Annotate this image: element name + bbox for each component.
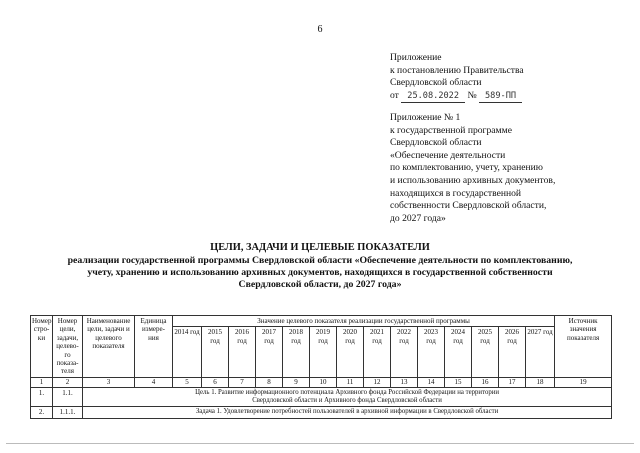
column-number: 18 bbox=[526, 378, 555, 388]
year-header: 2024 год bbox=[445, 327, 472, 378]
appendix-program-line: Свердловской области bbox=[390, 137, 482, 149]
from-label: от bbox=[390, 89, 399, 101]
appendix-program-line: по комплектованию, учету, хранению bbox=[390, 162, 543, 174]
year-header: 2014 год bbox=[173, 327, 202, 378]
goal-text-line: Свердловской области и Архивного фонда Свердловской области bbox=[252, 397, 442, 405]
year-header: 2021 год bbox=[364, 327, 391, 378]
title-subline: реализации государственной программы Свердловской области «Обеспечение деятельности по комплектованию, bbox=[67, 255, 573, 266]
column-number: 5 bbox=[173, 378, 202, 388]
year-header: 2018 год bbox=[283, 327, 310, 378]
goal-text bbox=[83, 388, 612, 407]
goals-table bbox=[30, 315, 612, 419]
year-header: 2022 год bbox=[391, 327, 418, 378]
column-number: 14 bbox=[418, 378, 445, 388]
year-header: 2020 год bbox=[337, 327, 364, 378]
appendix-resolution-line: Приложение bbox=[390, 52, 442, 63]
column-number: 19 bbox=[555, 378, 612, 388]
appendix-program-line: «Обеспечение деятельности bbox=[390, 149, 506, 161]
year-header: 2025 год bbox=[472, 327, 499, 378]
year-header: 2015 год bbox=[202, 327, 229, 378]
title-heading: ЦЕЛИ, ЗАДАЧИ И ЦЕЛЕВЫЕ ПОКАЗАТЕЛИ bbox=[210, 242, 430, 253]
table-row bbox=[31, 407, 612, 418]
column-number: 12 bbox=[364, 378, 391, 388]
year-header: 2023 год bbox=[418, 327, 445, 378]
column-number: 7 bbox=[229, 378, 256, 388]
number-label: № bbox=[467, 89, 477, 101]
header-name: Наименование цели, задачи и целевого показателя bbox=[83, 316, 135, 378]
year-header: 2026 год bbox=[499, 327, 526, 378]
title-subline: Свердловской области, до 2027 года» bbox=[238, 279, 402, 290]
row-code: 1.1. bbox=[53, 388, 83, 407]
appendix-program-line: Приложение № 1 bbox=[390, 112, 461, 123]
column-number: 9 bbox=[283, 378, 310, 388]
column-number: 15 bbox=[445, 378, 472, 388]
column-number: 8 bbox=[256, 378, 283, 388]
appendix-program bbox=[390, 112, 555, 225]
page-number: 6 bbox=[317, 24, 323, 35]
column-number: 11 bbox=[337, 378, 364, 388]
column-number: 17 bbox=[499, 378, 526, 388]
appendix-program-line: к государственной программе bbox=[390, 124, 512, 136]
column-number: 10 bbox=[310, 378, 337, 388]
resolution-date-line bbox=[390, 90, 524, 104]
row-number: 2. bbox=[31, 407, 53, 418]
column-number: 4 bbox=[135, 378, 173, 388]
appendix-program-line: находящихся в государственной bbox=[390, 187, 522, 199]
column-number: 2 bbox=[53, 378, 83, 388]
column-number: 1 bbox=[31, 378, 53, 388]
column-number: 3 bbox=[83, 378, 135, 388]
year-header: 2017 год bbox=[256, 327, 283, 378]
appendix-program-line: и использованию архивных документов, bbox=[390, 174, 556, 186]
header-row-num: Номер стро- ки bbox=[31, 316, 53, 378]
document-title bbox=[0, 242, 640, 291]
column-number: 13 bbox=[391, 378, 418, 388]
task-text-line: Задача 1. Удовлетворение потребностей пользователей в архивной информации в Свердловской области bbox=[195, 408, 499, 416]
task-text bbox=[83, 407, 612, 418]
table-row bbox=[31, 388, 612, 407]
row-number: 1. bbox=[31, 388, 53, 407]
appendix-program-line: до 2027 года» bbox=[390, 212, 446, 224]
column-number: 6 bbox=[202, 378, 229, 388]
header-values-group: Значение целевого показателя реализации государственной программы bbox=[173, 316, 555, 327]
column-number: 16 bbox=[472, 378, 499, 388]
goal-text-line: Цель 1. Развитие информационного потенциала Архивного фонда Российской Федерации на территории bbox=[195, 389, 500, 397]
appendix-resolution-line: Свердловской области bbox=[390, 77, 482, 89]
header-unit: Единица измере- ния bbox=[135, 316, 173, 378]
resolution-date: 25.08.2022 bbox=[401, 90, 465, 104]
page-edge-divider bbox=[6, 443, 634, 444]
row-code: 1.1.1. bbox=[53, 407, 83, 418]
appendix-resolution bbox=[390, 52, 524, 103]
header-goal-num: Номер цели, задачи, целево- го показа- теля bbox=[53, 316, 83, 378]
header-source: Источник значения показателя bbox=[555, 316, 612, 378]
year-header: 2027 год bbox=[526, 327, 555, 378]
appendix-program-line: собственности Свердловской области, bbox=[390, 200, 547, 212]
title-subline: учету, хранению и использованию архивных документов, находящихся в государственной собственности bbox=[87, 267, 553, 278]
resolution-number: 589-ПП bbox=[479, 90, 522, 104]
appendix-resolution-line: к постановлению Правительства bbox=[390, 64, 524, 76]
year-header: 2016 год bbox=[229, 327, 256, 378]
year-header: 2019 год bbox=[310, 327, 337, 378]
